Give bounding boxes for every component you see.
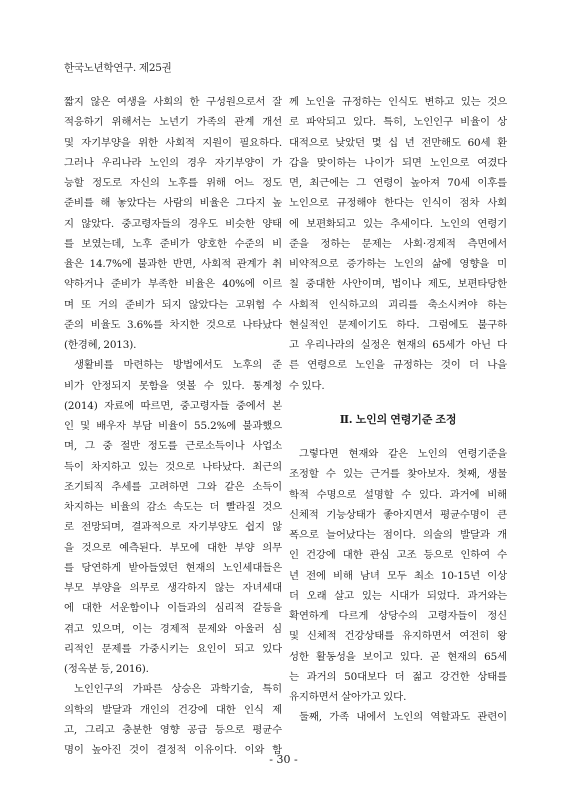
text-line: 생활비를 마련하는 방법에서도 노후의 준 — [74, 359, 282, 372]
running-head: 한국노년학연구. 제25권 — [64, 62, 172, 74]
text-line: 사회적 인식하고의 괴리를 축소시켜야 하는 — [289, 298, 507, 311]
text-line: 명이 높아진 것이 결정적 이유이다. 이와 함 — [64, 744, 282, 756]
text-line: 적응하기 위해서는 노년기 가족의 관계 개선 — [64, 116, 282, 129]
text-line: 차지하는 비율의 감소 속도는 더 빨라질 것으 — [64, 501, 282, 513]
text-line: 능할 정도로 자신의 노후를 위해 어느 정도 — [64, 177, 282, 189]
text-line: 고, 그리고 충분한 영향 공급 등으로 평균수 — [64, 723, 282, 736]
text-line: 을 것으로 예측된다. 부모에 대한 부양 의무 — [64, 541, 282, 554]
text-line: 를 보였는데, 노후 준비가 양호한 수준의 비 — [64, 237, 282, 250]
text-line: 비가 안정되지 못함을 엿볼 수 있다. 통계청 — [64, 379, 282, 392]
text-line: 준을 정하는 문제는 사회·경제적 측면에서 — [289, 237, 507, 250]
text-line: 면, 최근에는 그 연령이 높아져 70세 이후를 — [289, 177, 507, 189]
text-line: 노인으로 규정해야 한다는 인식이 점차 사회 — [289, 197, 507, 210]
text-line: 조기퇴직 추세를 고려하면 그와 같은 소득이 — [64, 480, 282, 493]
text-line: 둘째, 가족 내에서 노인의 역할과도 관련이 — [299, 711, 507, 724]
text-line: 인 및 배우자 부담 비율이 55.2%에 불과했으 — [64, 420, 282, 432]
text-line: 부모 부양을 의무로 생각하지 않는 자녀세대 — [64, 582, 282, 594]
text-line: 에 대한 서운함이나 이들과의 심리적 갈등을 — [64, 602, 282, 615]
text-line: 수 있다. — [289, 379, 325, 392]
text-line: 성한 활동성을 보이고 있다. 곧 현재의 65세 — [289, 650, 507, 663]
text-line: 노인인구의 가파른 상승은 과학기술, 특히 — [74, 683, 282, 696]
text-line: 준의 비율도 3.6%를 차지한 것으로 나타났다 — [64, 318, 282, 331]
text-line: 그러나 우리나라 노인의 경우 자기부양이 가 — [64, 156, 282, 169]
text-line: 께 노인을 규정하는 인식도 변하고 있는 것으 — [289, 96, 507, 108]
text-line: 및 자기부양을 위한 사회적 지원이 필요하다. — [64, 136, 282, 149]
text-line: 를 당연하게 받아들였던 현재의 노인세대들은 — [64, 561, 282, 574]
text-line: (정옥분 등, 2016). — [64, 663, 149, 675]
text-line: 의학의 발달과 개인의 건강에 대한 인식 제 — [64, 703, 282, 716]
text-line: 지 않았다. 중고령자들의 경우도 비슷한 양태 — [64, 217, 282, 230]
text-line: 현실적인 문제이기도 하다. 그럼에도 불구하 — [289, 318, 507, 331]
text-line: 갑을 맞이하는 나이가 되면 노인으로 여겼다 — [289, 156, 507, 169]
text-line: 학적 수명으로 설명할 수 있다. 과거에 비해 — [289, 488, 507, 501]
section-heading: Ⅱ. 노인의 연령기준 조정 — [339, 412, 457, 426]
text-line: 리적인 문제를 가중시키는 요인이 되고 있다 — [64, 642, 282, 655]
text-line: 며, 그 중 절반 정도를 근로소득이나 사업소 — [64, 440, 282, 453]
text-line: 유지하면서 살아가고 있다. — [289, 691, 407, 703]
text-line: 짧지 않은 여생을 사회의 한 구성원으로서 잘 — [64, 96, 282, 108]
text-line: 인 건강에 대한 관심 고조 등으로 인하여 수 — [289, 549, 507, 562]
text-line: 신체적 기능상태가 좋아지면서 평균수명이 큰 — [289, 508, 507, 521]
text-line: 칠 중대한 사안이며, 법이나 제도, 보편타당한 — [289, 278, 507, 291]
text-line: 년 전에 비해 남녀 모두 최소 10-15년 이상 — [289, 569, 507, 582]
text-line: 득이 차지하고 있는 것으로 나타났다. 최근의 — [64, 460, 282, 473]
text-line: 율은 14.7%에 불과한 반면, 사회적 관계가 취 — [64, 258, 282, 270]
text-line: 는 과거의 50대보다 더 젊고 강건한 상태를 — [289, 670, 507, 683]
text-line: 그렇다면 현재와 같은 노인의 연령기준을 — [299, 448, 507, 460]
right-column-top — [289, 92, 507, 396]
text-line: 준비를 해 놓았다는 사람의 비율은 그다지 높 — [64, 197, 282, 210]
right-column-bottom — [289, 444, 507, 728]
text-line: 조정할 수 있는 근거를 찾아보자. 첫째, 생물 — [289, 468, 507, 481]
page-number: - 30 - — [269, 753, 298, 766]
text-line: 폭으로 늘어났다는 점이다. 의술의 발달과 개 — [289, 529, 507, 541]
text-line: 고 우리나라의 실정은 현재의 65세가 아닌 다 — [289, 339, 507, 351]
text-line: 겪고 있으며, 이는 경제적 문제와 아울러 심 — [64, 622, 282, 635]
text-line: (2014) 자료에 따르면, 중고령자들 중에서 본 — [64, 399, 282, 412]
text-line: 른 연령으로 노인을 규정하는 것이 더 나을 — [289, 359, 507, 372]
text-line: 대적으로 낮았던 몇 십 년 전만해도 60세 환 — [289, 136, 507, 149]
text-line: 확연하게 다르게 상당수의 고령자들이 정신 — [289, 610, 507, 622]
text-line: 비약적으로 증가하는 노인의 삶에 영향을 미 — [289, 258, 507, 270]
text-line: 로 전망되며, 결과적으로 자기부양도 쉽지 않 — [64, 521, 282, 534]
text-line: 및 신체적 건강상태를 유지하면서 여전히 왕 — [289, 630, 507, 643]
right-column — [289, 92, 507, 728]
text-line: (한경혜, 2013). — [64, 339, 137, 351]
text-line: 약하거나 준비가 부족한 비율은 40%에 이르 — [64, 278, 282, 291]
text-line: 에 보편화되고 있는 추세이다. 노인의 연령기 — [289, 217, 507, 230]
text-line: 로 파악되고 있다. 특히, 노인인구 비율이 상 — [289, 116, 507, 129]
left-column — [64, 92, 282, 760]
text-line: 더 오래 살고 있는 시대가 되었다. 과거와는 — [289, 589, 507, 602]
text-line: 며 또 거의 준비가 되지 않았다는 고위험 수 — [64, 298, 282, 311]
